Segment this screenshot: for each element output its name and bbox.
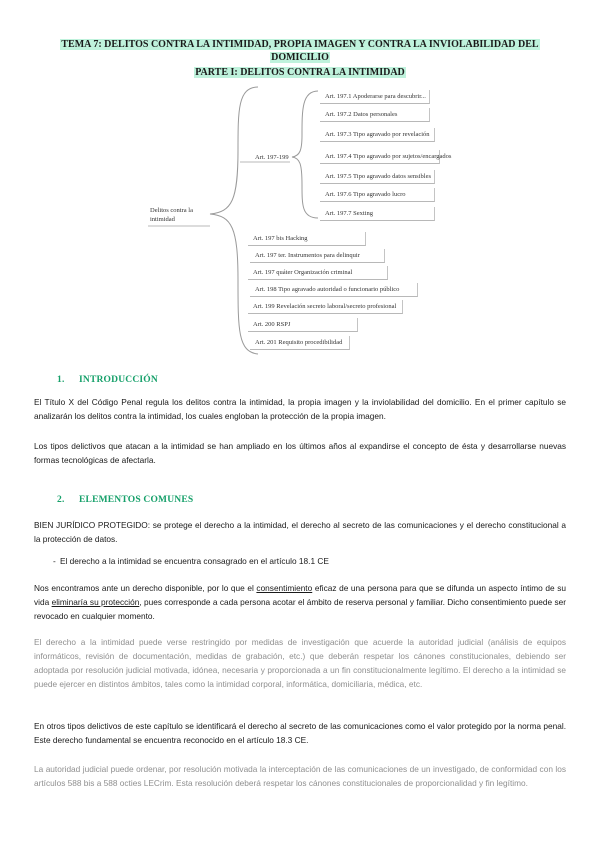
mindmap-lower-item: Art. 199 Revelación secreto laboral/secreto profesional bbox=[248, 300, 403, 314]
mindmap-upper-item: Art. 197.1 Apoderarse para descubrir... bbox=[320, 90, 430, 104]
mindmap-lower-item: Art. 197 quáter Organización criminal bbox=[248, 266, 388, 280]
mindmap-upper-item: Art. 197.6 Tipo agravado lucro bbox=[320, 188, 435, 202]
mindmap-root: Delitos contra la intimidad bbox=[150, 207, 193, 223]
underlined-term: consentimiento bbox=[256, 583, 313, 593]
mindmap-lower-item: Art. 198 Tipo agravado autoridad o funcionario público bbox=[250, 283, 418, 297]
mindmap-upper-item: Art. 197.7 Sexting bbox=[320, 207, 435, 221]
part-title-text: PARTE I: DELITOS CONTRA LA INTIMIDAD bbox=[195, 67, 405, 78]
mindmap-lower-item: Art. 200 RSPJ bbox=[248, 318, 358, 332]
mindmap-upper-item: Art. 197.5 Tipo agravado datos sensibles bbox=[320, 170, 435, 184]
title-line-2: DOMICILIO bbox=[271, 52, 329, 63]
section-number: 2. bbox=[57, 495, 65, 505]
text-run: Nos encontramos ante un derecho disponible, por lo que el bbox=[34, 583, 257, 593]
section-heading-elementos-comunes bbox=[57, 495, 193, 505]
bien-juridico-text: se protege el derecho a la intimidad, el derecho al secreto de las comunicaciones y el derecho constitucional a la protección de datos. bbox=[34, 520, 566, 544]
derecho-disponible-paragraph bbox=[34, 581, 566, 623]
mindmap-branch-label: Art. 197-199 bbox=[255, 154, 289, 161]
mindmap-connectors bbox=[0, 0, 600, 370]
mindmap-upper-item: Art. 197.2 Datos personales bbox=[320, 108, 430, 122]
section-heading-introduccion bbox=[57, 375, 158, 385]
mindmap-upper-item: Art. 197.4 Tipo agravado por sujetos/encargados bbox=[320, 150, 440, 164]
intro-paragraph-1: El Título X del Código Penal regula los delitos contra la intimidad, la propia imagen y la inviolabilidad del domicilio. En el primer capítulo se analizarán los delitos contra la intimidad, los cuales engloban la protección de la propia imagen. bbox=[34, 397, 566, 421]
title-line-1: TEMA 7: DELITOS CONTRA LA INTIMIDAD, PROPIA IMAGEN Y CONTRA LA INVIOLABILIDAD DEL bbox=[61, 39, 539, 50]
section-title: INTRODUCCIÓN bbox=[79, 375, 158, 385]
mindmap-upper-item: Art. 197.3 Tipo agravado por revelación bbox=[320, 128, 435, 142]
mindmap-lower-item: Art. 201 Requisito procedibilidad bbox=[250, 336, 350, 350]
list-item-text: El derecho a la intimidad se encuentra consagrado en el artículo 18.1 CE bbox=[60, 556, 329, 566]
text-run: , pues corresponde a cada persona acotar el ámbito de reserva personal y familiar. Dicho consentimiento puede ser revocado en cualquier momento. bbox=[34, 597, 567, 621]
restricciones-paragraph: El derecho a la intimidad puede verse restringido por medidas de investigación que acuerde la autoridad judicial (análisis de equipos informáticos, revisión de documentación, medidas de grabación, etc.) que deberán respetar los cánones constitucionales, debiendo ser adoptada por resolución judicial motivada, idónea, necesaria y proporcionada a un fin constitucionalmente legítimo. El derecho a la intimidad se puede ejercer en distintos ámbitos, tales como la intimidad corporal, informática, domiciliaria, médica, etc. bbox=[34, 637, 566, 689]
interceptacion-paragraph: La autoridad judicial puede ordenar, por resolución motivada la interceptación de las comunicaciones de un investigado, de conformidad con los artículos 588 bis a 588 octies LECrim. Esta resolución deberá respetar los cánones constitucionales de proporcionalidad y fin legítimo. bbox=[34, 764, 566, 788]
intro-paragraph-2: Los tipos delictivos que atacan a la intimidad se han ampliado en los últimos años al expandirse el concepto de ésta y desarrollarse nuevas formas tecnológicas de afectarla. bbox=[34, 441, 566, 465]
bien-juridico-paragraph bbox=[34, 518, 566, 546]
section-number: 1. bbox=[57, 375, 65, 385]
bien-juridico-label: BIEN JURÍDICO PROTEGIDO: bbox=[34, 520, 151, 530]
secreto-comunicaciones-paragraph: En otros tipos delictivos de este capítulo se identificará el derecho al secreto de las comunicaciones como el valor protegido por la norma penal. Este derecho fundamental se encuentra reconocido en el artículo 18.3 CE. bbox=[34, 721, 566, 745]
text-run: eficaz de una persona para que se difunda un aspecto íntimo de su vida bbox=[34, 583, 566, 607]
list-item bbox=[53, 556, 329, 566]
mindmap-lower-item: Art. 197 ter. Instrumentos para delinquir bbox=[250, 249, 385, 263]
section-title: ELEMENTOS COMUNES bbox=[79, 495, 194, 505]
bullet-dash: - bbox=[53, 556, 56, 566]
mindmap bbox=[0, 0, 600, 370]
mindmap-lower-item: Art. 197 bis Hacking bbox=[248, 232, 366, 246]
underlined-term: eliminaría su protección bbox=[51, 597, 140, 607]
